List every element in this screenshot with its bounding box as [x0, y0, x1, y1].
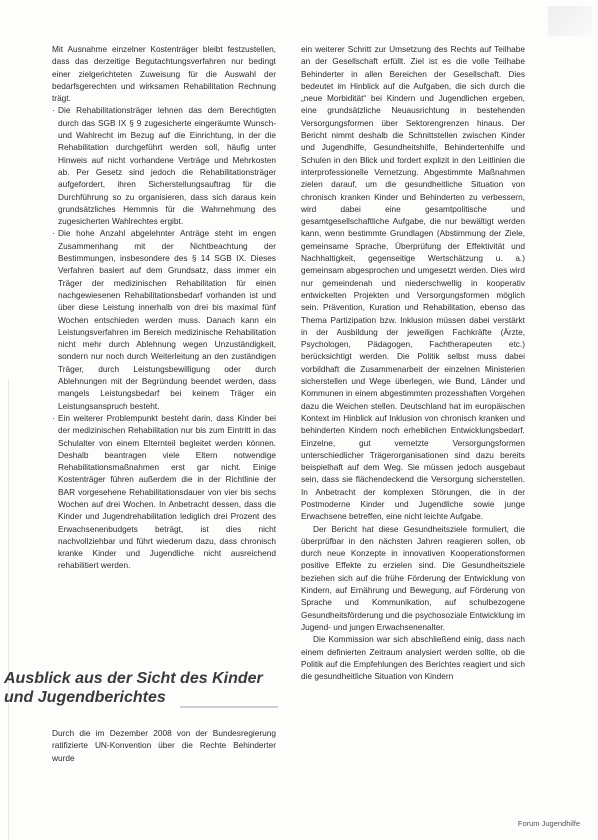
scan-corner-mark — [548, 6, 592, 36]
left-column — [52, 43, 276, 572]
page-footer: Forum Jugendhilfe — [517, 819, 580, 828]
heading-underline — [180, 706, 278, 708]
right-paragraph: Der Bericht hat diese Gesundheitsziele formuliert, die überprüfbar in den nächsten Jahren reagieren sollen, ob durch neue Konzepte in innovativen Kooperationsformen positive Effekte zu erzielen sind. Die Gesundheitsziele beziehen sich auf die frühe Förderung der Entwicklung von Kindern, auf Ernährung und Bewegung, auf Förderung von Sprache und Kommunikation, auf schulbezogene Gesundheitsförderung und die psychosoziale Entwicklung im Jugend- und jungen Erwachsenenalter. — [301, 523, 525, 632]
right-paragraph: Die Kommission war sich abschließend einig, dass nach einem definierten Zeitraum analysiert werden sollte, ob die Politik auf die Empfehlungen des Berichtes reagiert und sich die gesundheitliche Situation von Kindern — [301, 634, 525, 682]
bullet-item: · Die Rehabilitationsträger lehnen das dem Berechtigten durch das SGB IX § 9 zugesicherte eingeräumte Wunsch- und Wahlrecht im Bezug auf die Einrichtung, in der die Rehabilitation durchgeführt werden soll, häufig unter Hinweis auf nicht vorhandene Verträge und Mehrkosten ab. Per Gesetz sind jedoch die Rehabilitationsträger aufgefordert, ihren Sicherstellungsauftrag für die Durchführung so zu organisieren, dass sich daraus kein grundsätzliches Hemmnis für die Wahrnehmung des zugesicherten Wahlrechtes ergibt. — [52, 104, 276, 227]
left-column-bottom-paragraph: Durch die im Dezember 2008 von der Bundesregierung ratifizierte UN-Konvention über die Rechte Behinderter wurde — [52, 728, 276, 763]
section-heading: Ausblick aus der Sicht des Kinder und Jugendberichtes — [4, 670, 263, 706]
right-paragraph: ein weiterer Schritt zur Umsetzung des Rechts auf Teilhabe an der Gesellschaft erfüllt. Ziel ist es die volle Teilhabe Behinderter in allen Bereichen der Gesellschaft. Dies bedeutet im Hinblick auf die Aufgaben, die sich durch die „neue Morbidität“ bei Kindern und Jugendlichen ergeben, eine grundsätzliche Neuausrichtung in bestehenden Versorgungsformen über Sektorengrenzen hinaus. Der Bericht nimmt deshalb die Schnittstellen zwischen Kinder und Jugendhilfe, Gesundheitshilfe, Behindertenhilfe und Schulen in den Blick und fordert explizit in den Leitlinien die interprofessionelle Vernetzung. Abgestimmte Maßnahmen zielen darauf, um die gesundheitliche Situation von chronisch kranken Kinder und Behinderten zu verbessern, wird dabei eine gesamtpolitische und gesamtgesellschaftliche Aufgabe, die nur bewältigt werden kann, wenn bestimmte Grundlagen (Abstimmung der Ziele, gemeinsame Sprache, Überprüfung der Effektivität und Nachhaltigkeit, gegenseitige Wertschätzung u. a.) gemeinsam abgesprochen und umgesetzt werden. Dies wird nur gemeindenah und niederschwellig in kooperativ entwickelten Projekten und Versorgungsformen möglich sein. Prävention, Kuration und Rehabilitation, ebenso das Thema Partizipation bzw. Inklusion müssen dabei verstärkt in der Ausbildung der jeweiligen Fachkräfte (Ärzte, Psychologen, Pädagogen, Fachtherapeuten etc.) berücksichtigt werden. Die Politik selbst muss dabei vorbildhaft die Zusammenarbeit der einzelnen Ministerien sicherstellen und Wege überlegen, wie Bund, Länder und Kommunen in einem abgestimmten prozesshaften Vorgehen dazu die Weichen stellen. Deutschland hat im europäischen Kontext im Hinblick auf Inklusion von chronisch kranken und behinderten Kindern noch erheblichen Entwicklungsbedarf. Einzelne, gut vernetzte Versorgungsformen unterschiedlicher Trägerorganisationen sind dazu bereits beispielhaft auf dem Weg. Sie müssen jedoch ausgebaut sein, dass sie flächendeckend die Versorgung sicherstellen. In Anbetracht der komplexen Störungen, die in der Postmoderne Kinder und Jugendliche sowie junge Erwachsene betreffen, eine nicht leichte Aufgabe. — [301, 44, 525, 522]
scan-edge-line — [8, 380, 9, 840]
right-column — [301, 43, 525, 682]
bullet-item: · Die hohe Anzahl abgelehnter Anträge steht im engen Zusammenhang mit der Nichtbeachtung der Bestimmungen, insbesondere des § 14 SGB IX. Dieses Verfahren basiert auf dem Grundsatz, dass immer ein Träger der medizinischen Rehabilitation für einen nachgewiesenen Rehabilitationsbedarf vorhanden ist und über diese Leistung innerhalb von drei bis maximal fünf Wochen entschieden werden muss. Danach kann ein Leistungsverfahren im Bereich medizinische Rehabilitation nicht mehr durch Ablehnung wegen Unzuständigkeit, sondern nur noch durch Weiterleitung an den zuständigen Träger, durch Leistungsbewilligung oder durch Ablehnungen mit der Begründung beendet werden, dass mangels Leistungsbedarf bei keinem Träger ein Leistungsanspruch besteht. — [52, 227, 276, 411]
left-intro-paragraph: Mit Ausnahme einzelner Kostenträger bleibt festzustellen, dass das derzeitige Begutachtungsverfahren nur bedingt einer zielgerichteten Zuweisung für die Auswahl der bedarfsgerechten und wirksamen Rehabilitation Rechnung trägt. — [52, 44, 276, 104]
bullet-list — [52, 104, 276, 571]
bullet-item: · Ein weiterer Problempunkt besteht darin, dass Kinder bei der medizinischen Rehabilitation nur bis zum Eintritt in das Schulalter von einem Elternteil begleitet werden können. Deshalb beantragen viele Eltern notwendige Rehabilitationsmaßnahmen erst gar nicht. Einige Kostenträger führen außerdem die in der Richtlinie der BAR vorgesehene Rehabilitationsdauer von vier bis sechs Wochen auf drei Wochen. In Anbetracht dessen, dass die Kinder und Jugendrehabilitation lediglich drei Prozent des Erwachsenenbudgets beträgt, ist dies nicht nachvollziehbar und führt wiederum dazu, dass chronisch kranke Kinder und Jugendliche nicht ausreichend rehabilitiert werden. — [52, 412, 276, 572]
